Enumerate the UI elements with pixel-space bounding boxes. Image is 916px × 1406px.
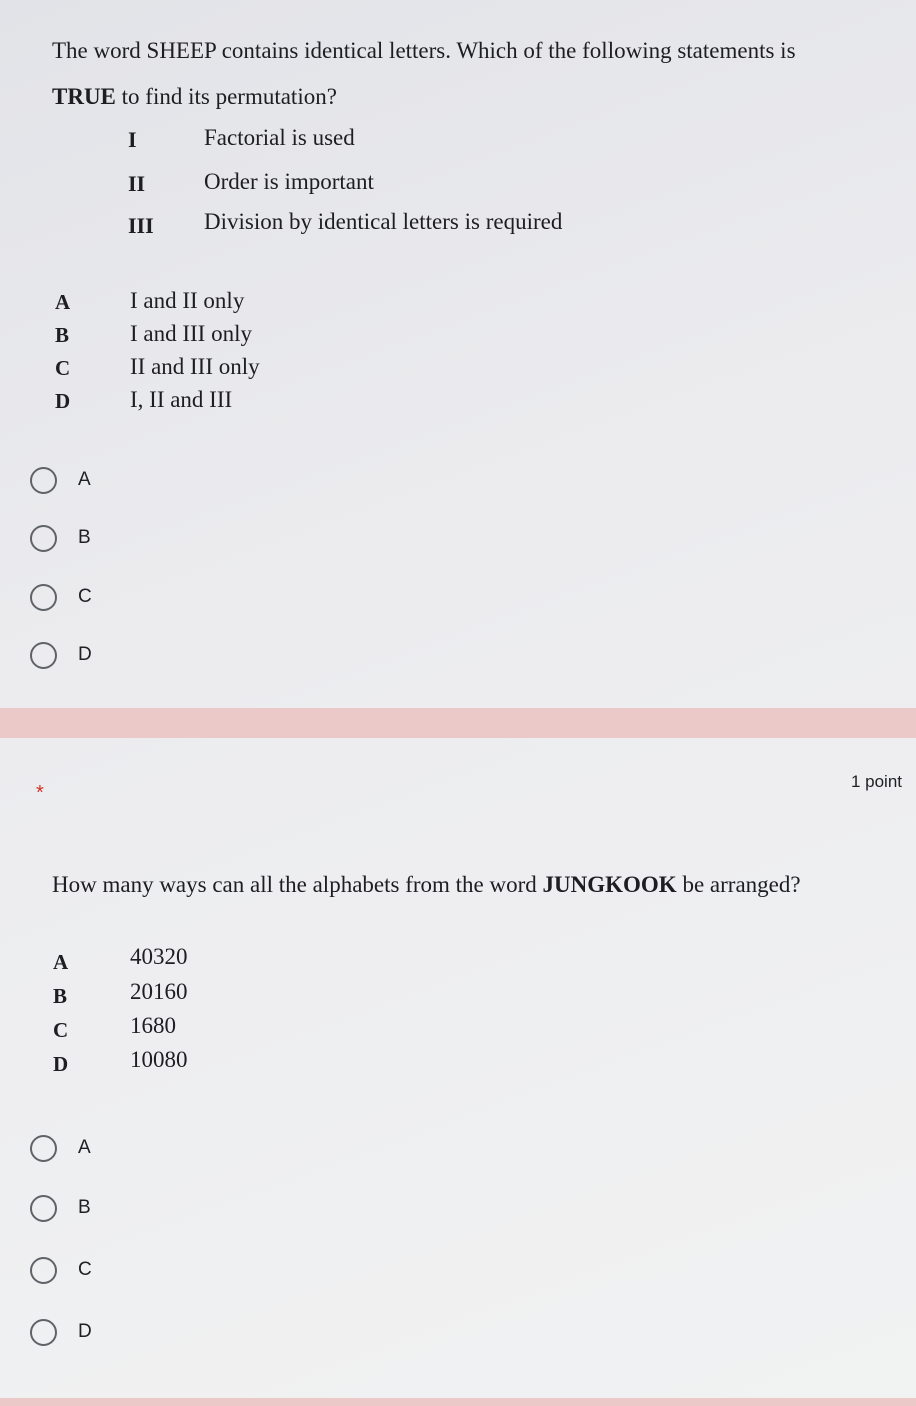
radio-option-d[interactable] [30, 1317, 92, 1347]
question-text-line-2 [52, 74, 337, 120]
radio-option-c[interactable] [30, 582, 92, 612]
card-separator-bottom [0, 1398, 916, 1406]
radio-label: D [78, 644, 92, 665]
radio-label: D [78, 1321, 92, 1342]
radio-circle-icon[interactable] [30, 1195, 57, 1222]
question-text-bold: TRUE [52, 84, 116, 109]
option-letter-a: A [53, 950, 69, 974]
required-marker: * [36, 782, 44, 804]
option-letter-d: D [53, 1052, 69, 1076]
radio-circle-icon[interactable] [30, 1135, 57, 1162]
question-text-rest: to find its permutation? [115, 84, 337, 109]
option-letter-c: C [53, 1018, 69, 1042]
radio-label: B [78, 527, 91, 548]
radio-option-b[interactable] [30, 523, 91, 553]
option-text-a: 40320 [130, 944, 188, 969]
radio-circle-icon[interactable] [30, 467, 57, 494]
radio-option-a[interactable] [30, 465, 91, 495]
points-label: 1 point [850, 772, 902, 791]
radio-circle-icon[interactable] [30, 525, 57, 552]
radio-label: B [78, 1197, 91, 1218]
radio-circle-icon[interactable] [30, 584, 57, 611]
radio-option-c[interactable] [30, 1255, 92, 1285]
statement-num-3: III [128, 213, 154, 238]
question-word-bold: JUNGKOOK [542, 872, 677, 897]
option-letter-a: A [55, 290, 71, 314]
option-text-b: I and III only [130, 321, 252, 346]
option-text-c: II and III only [130, 354, 260, 379]
question-card-2 [0, 738, 916, 1398]
option-text-b: 20160 [130, 979, 188, 1004]
radio-label: C [78, 586, 92, 607]
radio-circle-icon[interactable] [30, 642, 57, 669]
radio-option-a[interactable] [30, 1133, 91, 1163]
option-letter-c: C [55, 356, 71, 380]
statement-text-2: Order is important [204, 169, 374, 194]
question-text-after: be arranged? [676, 872, 801, 897]
radio-option-d[interactable] [30, 640, 92, 670]
question-text-line-1: The word SHEEP contains identical letters. Which of the following statements is [52, 38, 796, 63]
option-text-a: I and II only [130, 288, 245, 313]
question-text [52, 862, 801, 908]
option-letter-b: B [53, 984, 68, 1008]
statement-num-2: II [128, 171, 146, 196]
radio-label: A [78, 1137, 91, 1158]
question-text-before: How many ways can all the alphabets from the word [52, 872, 543, 897]
option-text-c: 1680 [130, 1013, 176, 1038]
option-text-d: 10080 [130, 1047, 188, 1072]
statement-text-1: Factorial is used [204, 125, 355, 150]
option-letter-b: B [55, 323, 70, 347]
radio-label: C [78, 1259, 92, 1280]
radio-option-b[interactable] [30, 1193, 91, 1223]
card-separator [0, 708, 916, 738]
option-letter-d: D [55, 389, 71, 413]
radio-label: A [78, 469, 91, 490]
radio-circle-icon[interactable] [30, 1257, 57, 1284]
option-text-d: I, II and III [130, 387, 233, 412]
statement-num-1: I [128, 127, 137, 152]
statement-text-3: Division by identical letters is required [204, 209, 563, 234]
radio-circle-icon[interactable] [30, 1319, 57, 1346]
